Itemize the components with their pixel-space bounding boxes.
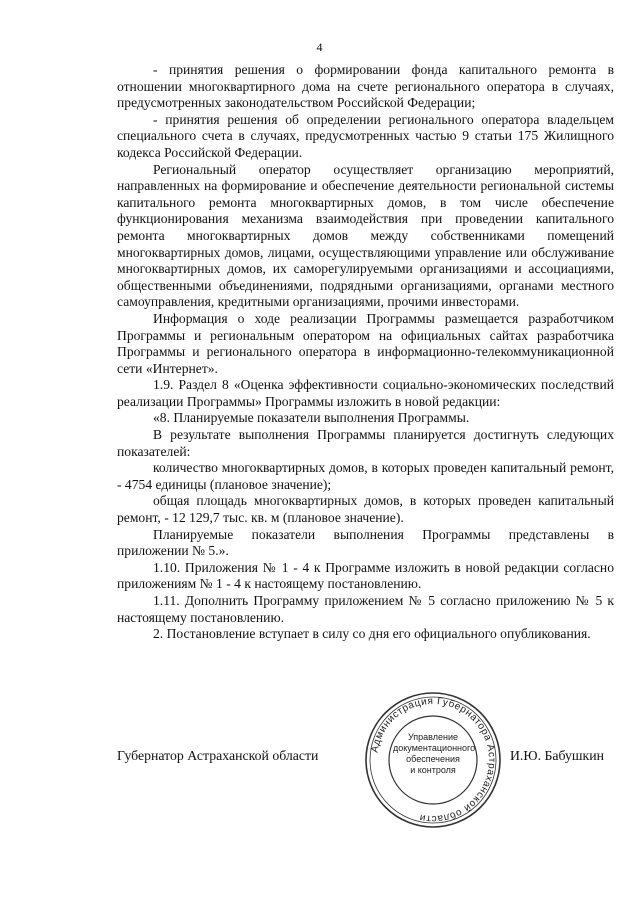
paragraph: В результате выполнения Программы планируется достигнуть следующих показателей: (117, 427, 614, 459)
stamp-ring-text: Администрация Губернатора Астраханской области (369, 695, 498, 825)
paragraph: Информация о ходе реализации Программы размещается разработчиком Программы и региональным оператором на официальных сайтах разработчика Программы и регионального оператора в информационно-телекоммуникационной сети «Интернет». (117, 310, 614, 376)
paragraph: - принятия решения об определении регионального оператора владельцем специального счета в случаях, предусмотренных частью 9 статьи 175 Жилищного кодекса Российской Федерации. (117, 111, 614, 160)
paragraph: «8. Планируемые показатели выполнения Программы. (153, 410, 470, 426)
paragraph: 1.9. Раздел 8 «Оценка эффективности социально-экономических последствий реализации Программы» Программы изложить в новой редакции: (117, 377, 614, 409)
paragraph: количество многоквартирных домов, в которых проведен капитальный ремонт, - 4754 единицы (плановое значение); (117, 460, 614, 492)
paragraph: общая площадь многоквартирных домов, в которых проведен капитальный ремонт, - 12 129,7 тыс. кв. м (плановое значение). (117, 493, 614, 526)
paragraph: Региональный оператор осуществляет организацию мероприятий, направленных на формирование и обеспечение деятельности региональной системы капитального ремонта многоквартирных домов, в том числе обеспечение функционирования механизма взаимодействия при проведении капитального ремонта многоквартирных домов между собственниками помещений многоквартирных домов, лицами, осуществляющими управление или обслуживание многоквартирных домов, их саморегулируемыми организациями и ассоциациями, общественными объединениями, подрядными организациями, органами местного самоуправления, кредитными организациями, прочими инвесторами. (117, 161, 614, 310)
paragraph: Планируемые показатели выполнения Программы представлены в приложении № 5.». (117, 526, 614, 559)
paragraph: - принятия решения о формировании фонда капитального ремонта в отношении многоквартирного дома на счете регионального оператора в случаях, предусмотренных законодательством Российской Федерации; (117, 62, 614, 111)
official-stamp (363, 690, 503, 830)
stamp-line: документационного (393, 743, 476, 753)
paragraph: 2. Постановление вступает в силу со дня его официального опубликования. (153, 626, 591, 642)
signatory-name: И.Ю. Бабушкин (509, 748, 604, 763)
stamp-line: Управление (407, 732, 459, 742)
paragraph: 1.10. Приложения № 1 - 4 к Программе изложить в новой редакции согласно приложениям № 1 - 4 к настоящему постановлению. (117, 559, 614, 592)
page-number: 4 (316, 40, 323, 54)
document-body (117, 62, 614, 643)
paragraph: 1.11. Дополнить Программу приложением № 5 согласно приложению № 5 к настоящему постановлению. (117, 593, 614, 625)
stamp-center-text (393, 732, 476, 776)
signatory-position: Губернатор Астраханской области (117, 748, 319, 763)
stamp-line: обеспечения (406, 754, 460, 764)
stamp-line: и контроля (410, 765, 456, 775)
